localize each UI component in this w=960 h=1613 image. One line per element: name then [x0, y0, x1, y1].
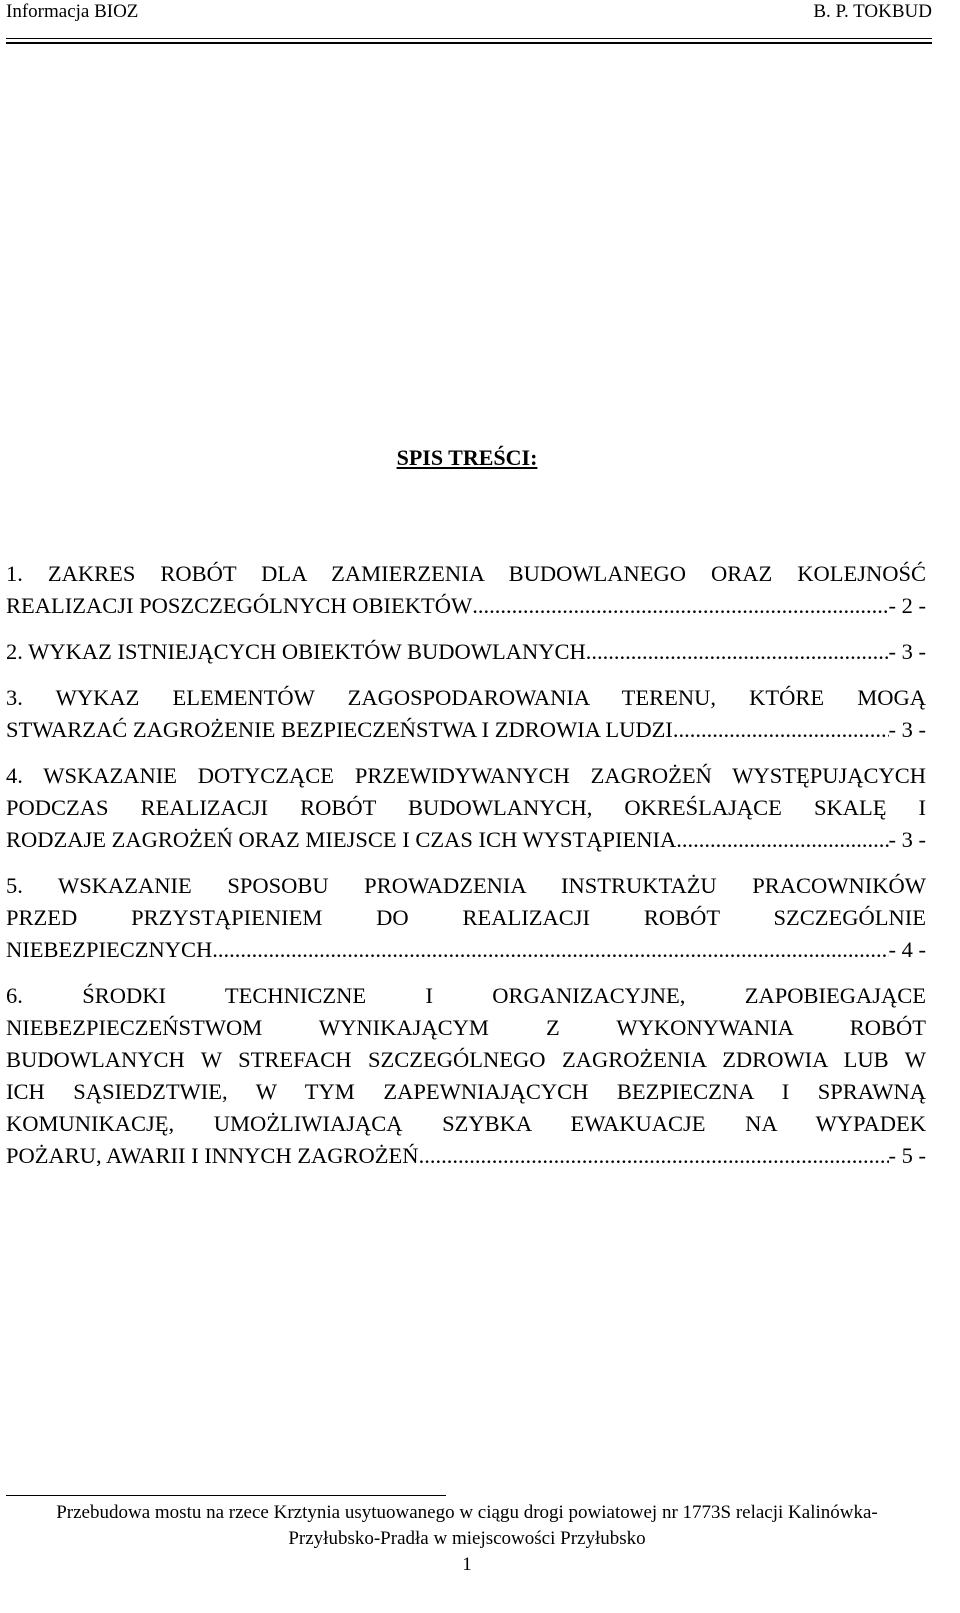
footer-project-line-1: Przebudowa mostu na rzece Krztynia usytuowanego w ciągu drogi powiatowej nr 1773S relacji Kalinówka- — [56, 1502, 878, 1523]
header-right-text: B. P. TOKBUD — [813, 1, 932, 22]
toc-page-number: - 4 - — [888, 937, 926, 962]
toc-page-number: - 3 - — [888, 717, 926, 742]
toc-entry-line: 4. WSKAZANIE DOTYCZĄCE PRZEWIDYWANYCH ZAGROŻEŃ WYSTĘPUJĄCYCH — [6, 763, 926, 788]
toc-entry-text: REALIZACJI POSZCZEGÓLNYCH OBIEKTÓW — [6, 593, 473, 618]
toc-entry-last-line — [6, 590, 926, 622]
toc-entry — [6, 558, 926, 622]
toc-page-number: - 5 - — [888, 1143, 926, 1168]
toc-entry — [6, 870, 926, 966]
toc-entry — [6, 636, 926, 668]
toc-title: SPIS TREŚCI: — [396, 445, 538, 470]
toc-entry-last-line — [6, 714, 926, 746]
toc-entry-line: KOMUNIKACJĘ, UMOŻLIWIAJĄCĄ SZYBKA EWAKUACJE NA WYPADEK — [6, 1111, 926, 1136]
toc-dot-leader — [212, 934, 888, 966]
toc-entry-line: 6. ŚRODKI TECHNICZNE I ORGANIZACYJNE, ZAPOBIEGAJĄCE — [6, 983, 926, 1008]
toc-entry-line: ICH SĄSIEDZTWIE, W TYM ZAPEWNIAJĄCYCH BEZPIECZNA I SPRAWNĄ — [6, 1079, 926, 1104]
toc-entry-line: NIEBEZPIECZEŃSTWOM WYNIKAJĄCYM Z WYKONYWANIA ROBÓT — [6, 1015, 926, 1040]
toc-dot-leader — [676, 824, 888, 856]
header-left-text: Informacja BIOZ — [6, 1, 139, 22]
toc-dot-leader — [472, 590, 888, 622]
toc-entry-last-line — [6, 934, 926, 966]
footer — [0, 1500, 934, 1578]
toc-entry-line: PODCZAS REALIZACJI ROBÓT BUDOWLANYCH, OKREŚLAJĄCE SKALĘ I — [6, 795, 926, 820]
toc-entry-last-line — [6, 824, 926, 856]
toc-page-number: - 3 - — [888, 639, 926, 664]
toc-entry-last-line — [6, 1140, 926, 1172]
header-rule-thin — [6, 38, 932, 39]
toc-page-number: - 2 - — [888, 593, 926, 618]
toc-entry-line: PRZED PRZYSTĄPIENIEM DO REALIZACJI ROBÓT SZCZEGÓLNIE — [6, 905, 926, 930]
toc-entry — [6, 682, 926, 746]
toc-page-number: - 3 - — [888, 827, 926, 852]
toc-entry-text: 2. WYKAZ ISTNIEJĄCYCH OBIEKTÓW BUDOWLANYCH — [6, 639, 586, 664]
toc-entry — [6, 980, 926, 1172]
toc-entry-text: RODZAJE ZAGROŻEŃ ORAZ MIEJSCE I CZAS ICH WYSTĄPIENIA — [6, 827, 677, 852]
toc-entry — [6, 760, 926, 856]
toc-dot-leader — [419, 1140, 889, 1172]
toc-entry-line: 5. WSKAZANIE SPOSOBU PROWADZENIA INSTRUKTAŻU PRACOWNIKÓW — [6, 873, 926, 898]
toc-entry-text: NIEBEZPIECZNYCH — [6, 937, 213, 962]
header-rule-thick — [6, 42, 932, 44]
toc-entry-text: STWARZAĆ ZAGROŻENIE BEZPIECZEŃSTWA I ZDROWIA LUDZI — [6, 717, 673, 742]
toc-entry-line: 3. WYKAZ ELEMENTÓW ZAGOSPODAROWANIA TERENU, KTÓRE MOGĄ — [6, 685, 926, 710]
toc-entry-last-line — [6, 636, 926, 668]
toc-dot-leader — [673, 714, 889, 746]
footer-project-line-2: Przyłubsko-Pradła w miejscowości Przyłubsko — [288, 1528, 646, 1549]
toc-entry-text: POŻARU, AWARII I INNYCH ZAGROŻEŃ — [6, 1143, 419, 1168]
table-of-contents — [6, 558, 926, 1172]
toc-dot-leader — [586, 636, 889, 668]
footer-rule — [6, 1495, 446, 1496]
toc-entry-line: 1. ZAKRES ROBÓT DLA ZAMIERZENIA BUDOWLANEGO ORAZ KOLEJNOŚĆ — [6, 561, 926, 586]
footer-page-number: 1 — [462, 1554, 472, 1575]
toc-entry-line: BUDOWLANYCH W STREFACH SZCZEGÓLNEGO ZAGROŻENIA ZDROWIA LUB W — [6, 1047, 926, 1072]
